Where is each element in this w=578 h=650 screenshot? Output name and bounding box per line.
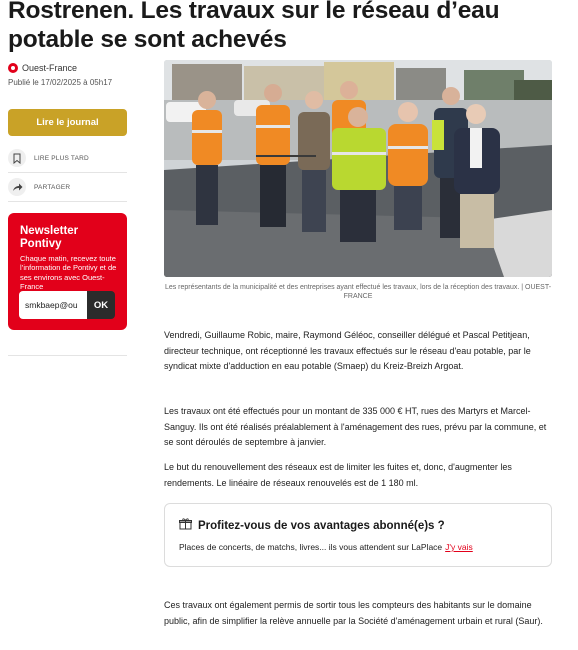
newsletter-title: Newsletter Pontivy <box>20 225 79 250</box>
photo-caption: Les représentants de la municipalité et des entreprises ayant effectué les travaux, lors de la réception des travaux. | OUEST-FRANCE <box>164 284 552 300</box>
ouest-france-logo-icon <box>8 63 18 73</box>
article-photo <box>164 60 552 277</box>
share-icon <box>8 178 26 196</box>
gift-icon <box>179 518 192 533</box>
share-button[interactable] <box>8 178 70 196</box>
newsletter-form <box>19 291 115 319</box>
divider <box>8 172 127 173</box>
newsletter-box <box>8 213 127 330</box>
newsletter-ok-button[interactable]: OK <box>87 291 115 319</box>
article-meta <box>8 62 128 87</box>
article-title: Rostrenen. Les travaux sur le réseau d’eau potable se sont achevés <box>8 0 500 53</box>
promo-title: Profitez-vous de vos avantages abonné(e)s ? <box>198 519 445 532</box>
article-paragraph: Vendredi, Guillaume Robic, maire, Raymond Géléoc, conseiller délégué et Pascal Petitjean, directeur technique, ont réceptionné les travaux effectués sur le réseau d'eau potable, par le syndicat mixte d'adduction en eau potable (Smaep) du Kreiz-Breizh Argoat. <box>164 330 531 372</box>
article-paragraph: Le but du renouvellement des réseaux est de limiter les fuites et, donc, d'augmenter les rendements. Le linéaire de réseaux renouvelés est de 1 180 ml. <box>164 462 512 488</box>
newsletter-email-input[interactable] <box>19 291 87 319</box>
divider <box>8 355 127 356</box>
read-later-button[interactable] <box>8 149 89 167</box>
promo-text: Places de concerts, de matchs, livres... ils vous attendent sur LaPlace <box>179 542 443 552</box>
publish-date: Publié le 17/02/2025 à 05h17 <box>8 78 113 87</box>
article-paragraph: Ces travaux ont également permis de sortir tous les compteurs des habitants sur le domaine public, afin de simplifier la relève annuelle par la Société d'aménagement urbain et rural (Saur). <box>164 600 543 626</box>
promo-text-row <box>179 542 473 552</box>
source-name: Ouest-France <box>22 63 78 73</box>
divider <box>8 201 127 202</box>
article-source[interactable] <box>8 62 128 74</box>
promo-link[interactable]: J'y vais <box>445 542 473 552</box>
read-later-label: LIRE PLUS TARD <box>34 154 89 162</box>
bookmark-icon <box>8 149 26 167</box>
read-newspaper-button[interactable]: Lire le journal <box>8 109 127 136</box>
newsletter-text: Chaque matin, recevez toute l’information de Pontivy et de ses environs avec Ouest-France <box>20 254 117 291</box>
promo-title-row <box>179 518 445 533</box>
subscriber-benefits-box <box>164 503 552 567</box>
share-label: PARTAGER <box>34 183 71 191</box>
article-paragraph: Les travaux ont été effectués pour un montant de 335 000 € HT, rues des Martyrs et Marcel-Sanguy. Ils ont été réalisés préalablement à l'aménagement des rues, prévu par la commune, et se sont déroulés de septembre à janvier. <box>164 406 547 448</box>
